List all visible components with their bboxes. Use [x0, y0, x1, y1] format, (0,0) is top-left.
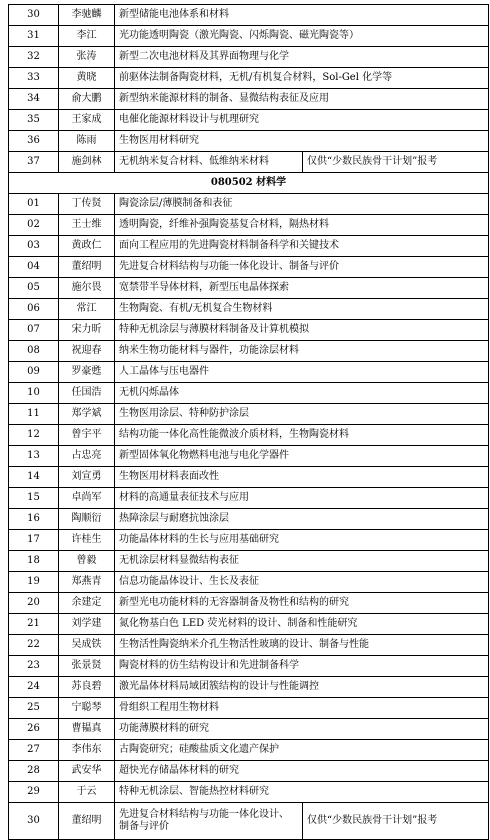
table-row	[9, 425, 489, 446]
table-row	[9, 215, 489, 236]
row-number: 32	[9, 47, 59, 68]
advisor-name: 占忠亮	[59, 446, 115, 467]
main-rows	[9, 194, 489, 803]
table-row	[9, 47, 489, 68]
research-topic: 无机涂层材料显微结构表征	[115, 551, 489, 572]
research-topic: 氮化物基白色 LED 荧光材料的设计、制备和性能研究	[115, 614, 489, 635]
advisor-name: 于云	[59, 782, 115, 803]
advisor-name: 宁聪琴	[59, 698, 115, 719]
table-row	[9, 383, 489, 404]
row-number: 08	[9, 341, 59, 362]
row-number: 31	[9, 26, 59, 47]
research-topic: 材料的高通量表征技术与应用	[115, 488, 489, 509]
row-number: 24	[9, 677, 59, 698]
research-topic: 生物医用材料表面改性	[115, 467, 489, 488]
section-header-row	[9, 173, 489, 194]
advisor-name: 黄晓	[59, 68, 115, 89]
table-row	[9, 740, 489, 761]
row-number: 09	[9, 362, 59, 383]
table-row	[9, 89, 489, 110]
row-number: 22	[9, 635, 59, 656]
research-topic: 面向工程应用的先进陶瓷材料制备科学和关键技术	[115, 236, 489, 257]
row-number: 26	[9, 719, 59, 740]
research-topic: 人工晶体与压电器件	[115, 362, 489, 383]
advisor-name: 曾毅	[59, 551, 115, 572]
table-row	[9, 530, 489, 551]
research-topic: 热障涂层与耐磨抗蚀涂层	[115, 509, 489, 530]
research-topic: 新型光电功能材料的无容器制备及物性和结构的研究	[115, 593, 489, 614]
research-topic: 特种无机涂层、智能热控材料研究	[115, 782, 489, 803]
row-number: 30	[9, 803, 59, 840]
table-row	[9, 488, 489, 509]
advisor-name: 王士维	[59, 215, 115, 236]
advisor-name: 丁传贤	[59, 194, 115, 215]
row-number: 13	[9, 446, 59, 467]
advisor-name: 苏良碧	[59, 677, 115, 698]
table-row	[9, 782, 489, 803]
research-topic: 生物活性陶瓷纳米介孔生物活性玻璃的设计、制备与性能	[115, 635, 489, 656]
row-number: 11	[9, 404, 59, 425]
row-number: 35	[9, 110, 59, 131]
advisor-name: 李驰麟	[59, 5, 115, 26]
research-topic: 功能薄膜材料的研究	[115, 719, 489, 740]
row-number: 07	[9, 320, 59, 341]
table-row	[9, 320, 489, 341]
table-row	[9, 509, 489, 530]
advisor-name: 陶顺衍	[59, 509, 115, 530]
research-topic: 生物陶瓷、有机/无机复合生物材料	[115, 299, 489, 320]
advisor-name: 张景贤	[59, 656, 115, 677]
advisor-name: 刘宣勇	[59, 467, 115, 488]
research-topic: 纳米生物功能材料与器件，功能涂层材料	[115, 341, 489, 362]
table-row	[9, 467, 489, 488]
research-topic: 无机纳米复合材料、低维纳米材料	[115, 152, 303, 173]
advisor-name: 余建定	[59, 593, 115, 614]
row-number: 34	[9, 89, 59, 110]
advisor-name: 郑燕青	[59, 572, 115, 593]
advisor-name: 曾宇平	[59, 425, 115, 446]
research-topic: 古陶瓷研究；硅酸盐质文化遗产保护	[115, 740, 489, 761]
row-note: 仅供“少数民族骨干计划”报考	[303, 803, 489, 840]
advisor-name: 施尔畏	[59, 278, 115, 299]
research-topic: 骨组织工程用生物材料	[115, 698, 489, 719]
advisor-name: 宋力昕	[59, 320, 115, 341]
research-topic: 透明陶瓷，纤维补强陶瓷基复合材料，隔热材料	[115, 215, 489, 236]
advisor-name: 董绍明	[59, 803, 115, 840]
row-number: 29	[9, 782, 59, 803]
table-row	[9, 635, 489, 656]
advisor-name: 卓尚军	[59, 488, 115, 509]
table-row	[9, 278, 489, 299]
research-topic: 无机闪烁晶体	[115, 383, 489, 404]
advisor-name: 吴成铁	[59, 635, 115, 656]
row-number: 36	[9, 131, 59, 152]
research-topic: 先进复合材料结构与功能一体化设计、制备与评价	[115, 803, 303, 840]
table-row	[9, 614, 489, 635]
advisor-name: 刘学建	[59, 614, 115, 635]
advisor-name: 黄政仁	[59, 236, 115, 257]
research-topic: 超快光存储晶体材料的研究	[115, 761, 489, 782]
table-row	[9, 698, 489, 719]
advisor-name: 常江	[59, 299, 115, 320]
row-number: 01	[9, 194, 59, 215]
advisor-name: 李伟东	[59, 740, 115, 761]
table-row	[9, 677, 489, 698]
research-topic: 陶瓷材料的仿生结构设计和先进制备科学	[115, 656, 489, 677]
row-number: 25	[9, 698, 59, 719]
research-topic: 特种无机涂层与薄膜材料制备及计算机模拟	[115, 320, 489, 341]
research-topic: 生物医用材料研究	[115, 131, 489, 152]
table-row	[9, 68, 489, 89]
advisor-name: 李江	[59, 26, 115, 47]
advisor-name: 许桂生	[59, 530, 115, 551]
advisor-name: 董绍明	[59, 257, 115, 278]
row-number: 23	[9, 656, 59, 677]
research-topic: 光功能透明陶瓷（激光陶瓷、闪烁陶瓷、磁光陶瓷等）	[115, 26, 489, 47]
research-topic: 信息功能晶体设计、生长及表征	[115, 572, 489, 593]
table-row	[9, 299, 489, 320]
row-number: 19	[9, 572, 59, 593]
table-row	[9, 26, 489, 47]
table-row	[9, 362, 489, 383]
research-topic: 宽禁带半导体材料，新型压电晶体探索	[115, 278, 489, 299]
row-number: 05	[9, 278, 59, 299]
advisor-name: 陈雨	[59, 131, 115, 152]
research-topic: 激光晶体材料局域团簇结构的设计与性能调控	[115, 677, 489, 698]
advisor-name: 俞大鹏	[59, 89, 115, 110]
advisor-name: 祝迎春	[59, 341, 115, 362]
research-topic: 新型纳米能源材料的制备、显微结构表征及应用	[115, 89, 489, 110]
row-number: 04	[9, 257, 59, 278]
table-row	[9, 446, 489, 467]
research-topic: 电催化能源材料设计与机理研究	[115, 110, 489, 131]
advisor-name: 王家成	[59, 110, 115, 131]
table-row	[9, 572, 489, 593]
advisor-name: 郑学斌	[59, 404, 115, 425]
table-row	[9, 593, 489, 614]
table-row	[9, 656, 489, 677]
row-number: 14	[9, 467, 59, 488]
table-row	[9, 194, 489, 215]
row-number: 16	[9, 509, 59, 530]
table-row	[9, 551, 489, 572]
advisor-name: 施剑林	[59, 152, 115, 173]
row-number: 02	[9, 215, 59, 236]
row-number: 18	[9, 551, 59, 572]
table-row	[9, 110, 489, 131]
table-row	[9, 236, 489, 257]
table-row	[9, 131, 489, 152]
table-row	[9, 404, 489, 425]
row-number: 17	[9, 530, 59, 551]
table-row	[9, 257, 489, 278]
row-number: 21	[9, 614, 59, 635]
research-topic: 前驱体法制备陶瓷材料，无机/有机复合材料，Sol-Gel 化学等	[115, 68, 489, 89]
section-title: 080502 材料学	[9, 173, 489, 194]
table-row	[9, 803, 489, 840]
row-number: 33	[9, 68, 59, 89]
advisor-name: 曹韫真	[59, 719, 115, 740]
research-topic: 新型储能电池体系和材料	[115, 5, 489, 26]
research-topic: 新型二次电池材料及其界面物理与化学	[115, 47, 489, 68]
research-topic: 生物医用涂层、特种防护涂层	[115, 404, 489, 425]
advisor-name: 任国浩	[59, 383, 115, 404]
enrollment-table	[8, 4, 489, 840]
table-row	[9, 761, 489, 782]
row-number: 06	[9, 299, 59, 320]
table-row	[9, 719, 489, 740]
advisor-name: 罗豪甦	[59, 362, 115, 383]
research-topic: 结构功能一体化高性能微波介质材料，生物陶瓷材料	[115, 425, 489, 446]
last-body	[9, 803, 489, 840]
row-number: 15	[9, 488, 59, 509]
top-rows	[9, 5, 489, 173]
research-topic: 陶瓷涂层/薄膜制备和表征	[115, 194, 489, 215]
advisor-name: 武安华	[59, 761, 115, 782]
row-number: 27	[9, 740, 59, 761]
row-number: 10	[9, 383, 59, 404]
table-row	[9, 5, 489, 26]
research-topic: 先进复合材料结构与功能一体化设计、制备与评价	[115, 257, 489, 278]
research-topic: 新型固体氧化物燃料电池与电化学器件	[115, 446, 489, 467]
table-row	[9, 152, 489, 173]
row-number: 12	[9, 425, 59, 446]
row-number: 30	[9, 5, 59, 26]
research-topic: 功能晶体材料的生长与应用基础研究	[115, 530, 489, 551]
row-number: 20	[9, 593, 59, 614]
table-row	[9, 341, 489, 362]
row-number: 28	[9, 761, 59, 782]
section-body	[9, 173, 489, 194]
advisor-name: 张涛	[59, 47, 115, 68]
row-number: 37	[9, 152, 59, 173]
row-note: 仅供“少数民族骨干计划”报考	[303, 152, 489, 173]
row-number: 03	[9, 236, 59, 257]
